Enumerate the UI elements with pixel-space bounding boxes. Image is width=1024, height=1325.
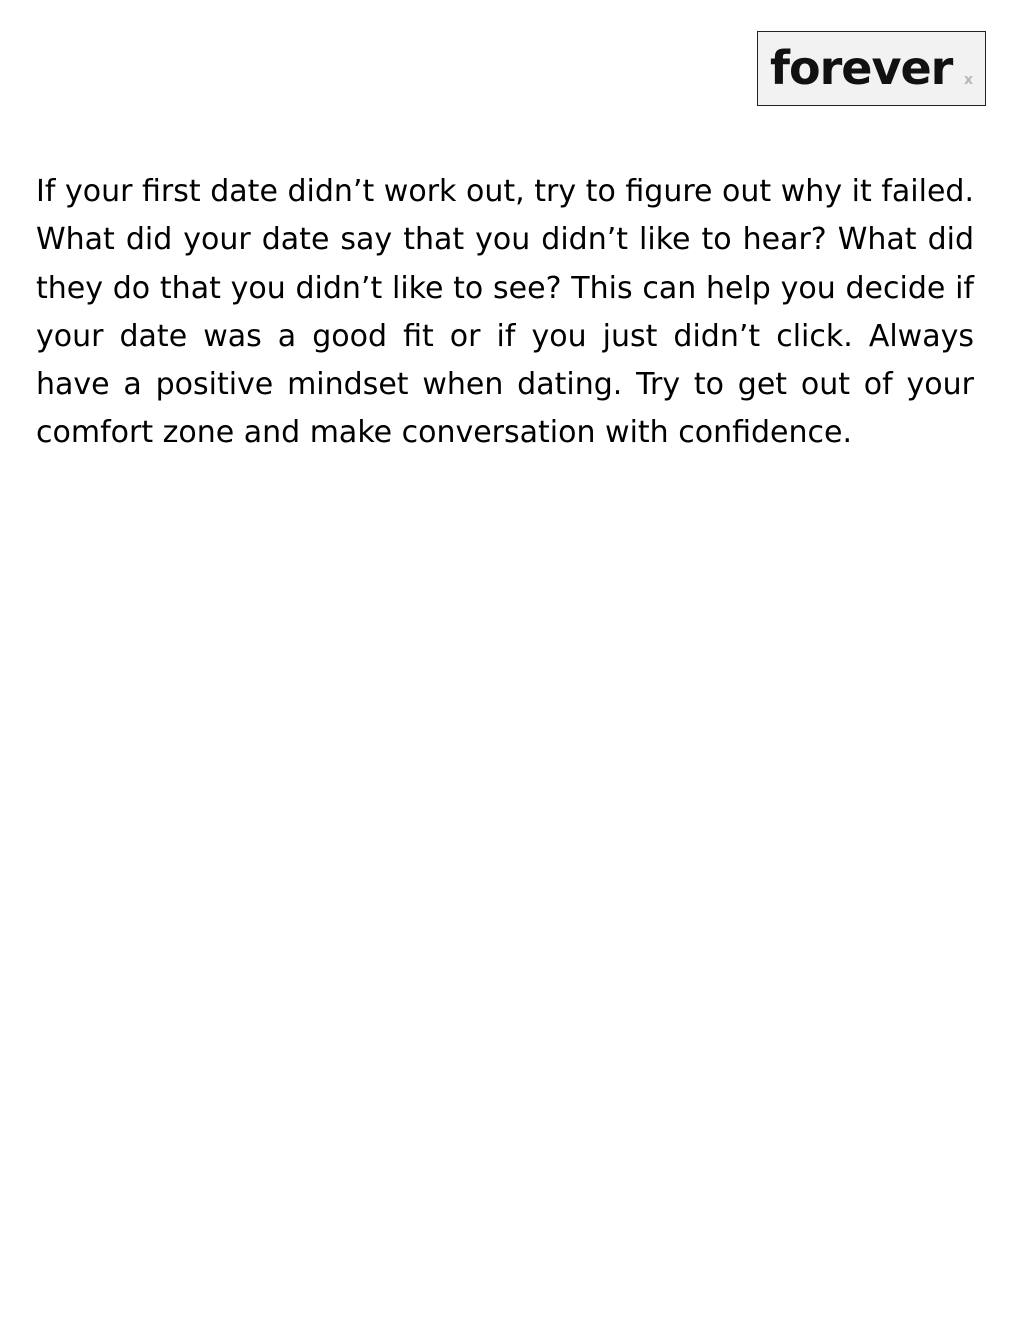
logo-wordmark: forever: [770, 41, 953, 95]
forever-logo: [757, 31, 986, 106]
logo-x-mark: x: [964, 72, 974, 88]
body-paragraph: If your first date didn’t work out, try to figure out why it failed. What did your date say that you didn’t like to hear? What did they do that you didn’t like to see? This can help you decide if your date was a good fit or if you just didn’t click. Always have a positive mindset when dating. Try to get out of your comfort zone and make conversation with confidence.: [36, 174, 974, 451]
